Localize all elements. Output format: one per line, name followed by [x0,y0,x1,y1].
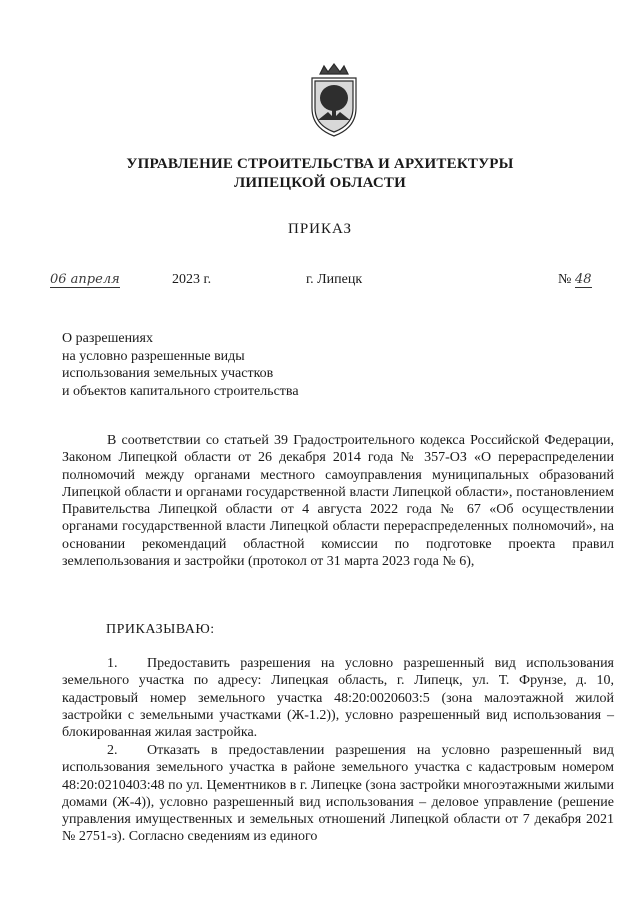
order-word: ПРИКАЗЫВАЮ: [106,622,215,637]
item-1 [62,655,614,741]
handwritten-date: 06 апреля [50,272,120,287]
item-number: 1. [107,656,118,671]
coat-of-arms-icon [306,62,362,138]
organization-name-line1: УПРАВЛЕНИЕ СТРОИТЕЛЬСТВА И АРХИТЕКТУРЫ [126,156,514,172]
preamble-paragraph: В соответствии со статьей 39 Градостроительного кодекса Российской Федерации, Законом Липецкой области от 26 декабря 2014 года № 357-ОЗ «О перераспределении полномочий между органами местного самоуправления муниципальных образований Липецкой области и органами государственной власти Липецкой области», постановлением Правительства Липецкой области от 4 августа 2022 года № 67 «Об осуществлении органами государственной власти Липецкой области перераспределенных полномочий», на основании рекомендаций областной комиссии по подготовке проекта правил землепользования и застройки (протокол от 31 марта 2023 года № 6), [62,433,614,570]
organization-name-line2: ЛИПЕЦКОЙ ОБЛАСТИ [234,175,406,191]
number-label: № [558,272,572,287]
item-text: Отказать в предоставлении разрешения на условно разрешенный вид использования земельного участка в районе земельного участка с кадастровым номером 48:20:0210403:48 по ул. Цементников в г. Липецке (зона застройки многоэтажными жилыми домами (Ж-4)), условно разрешенный вид использования – деловое управление (решение управления имущественных и земельных отношений Липецкой области от 7 декабря 2021 № 2751-з). Согласно сведениям из единого [62,743,614,845]
subject-line: и объектов капитального строительства [62,383,299,399]
document-type-title: ПРИКАЗ [288,221,352,237]
subject-block [62,330,299,400]
handwritten-number: 48 [575,272,592,287]
subject-line: использования земельных участков [62,366,274,381]
document-city: г. Липецк [306,272,363,287]
item-2 [62,742,614,846]
document-year: 2023 г. [172,272,212,287]
subject-line: О разрешениях [62,331,153,346]
item-text: Предоставить разрешения на условно разрешенный вид использования земельного участка по адресу: Липецкая область, г. Липецк, ул. Т. Фрунзе, д. 10, кадастровый номер земельного участка 48:20:0020603:5 (зона малоэтажной жилой застройки с земельными участками (Ж-1.2)), условно разрешенный вид использования – блокированная жилая застройка. [62,656,614,741]
item-number: 2. [107,743,118,758]
subject-line: на условно разрешенные виды [62,348,245,364]
